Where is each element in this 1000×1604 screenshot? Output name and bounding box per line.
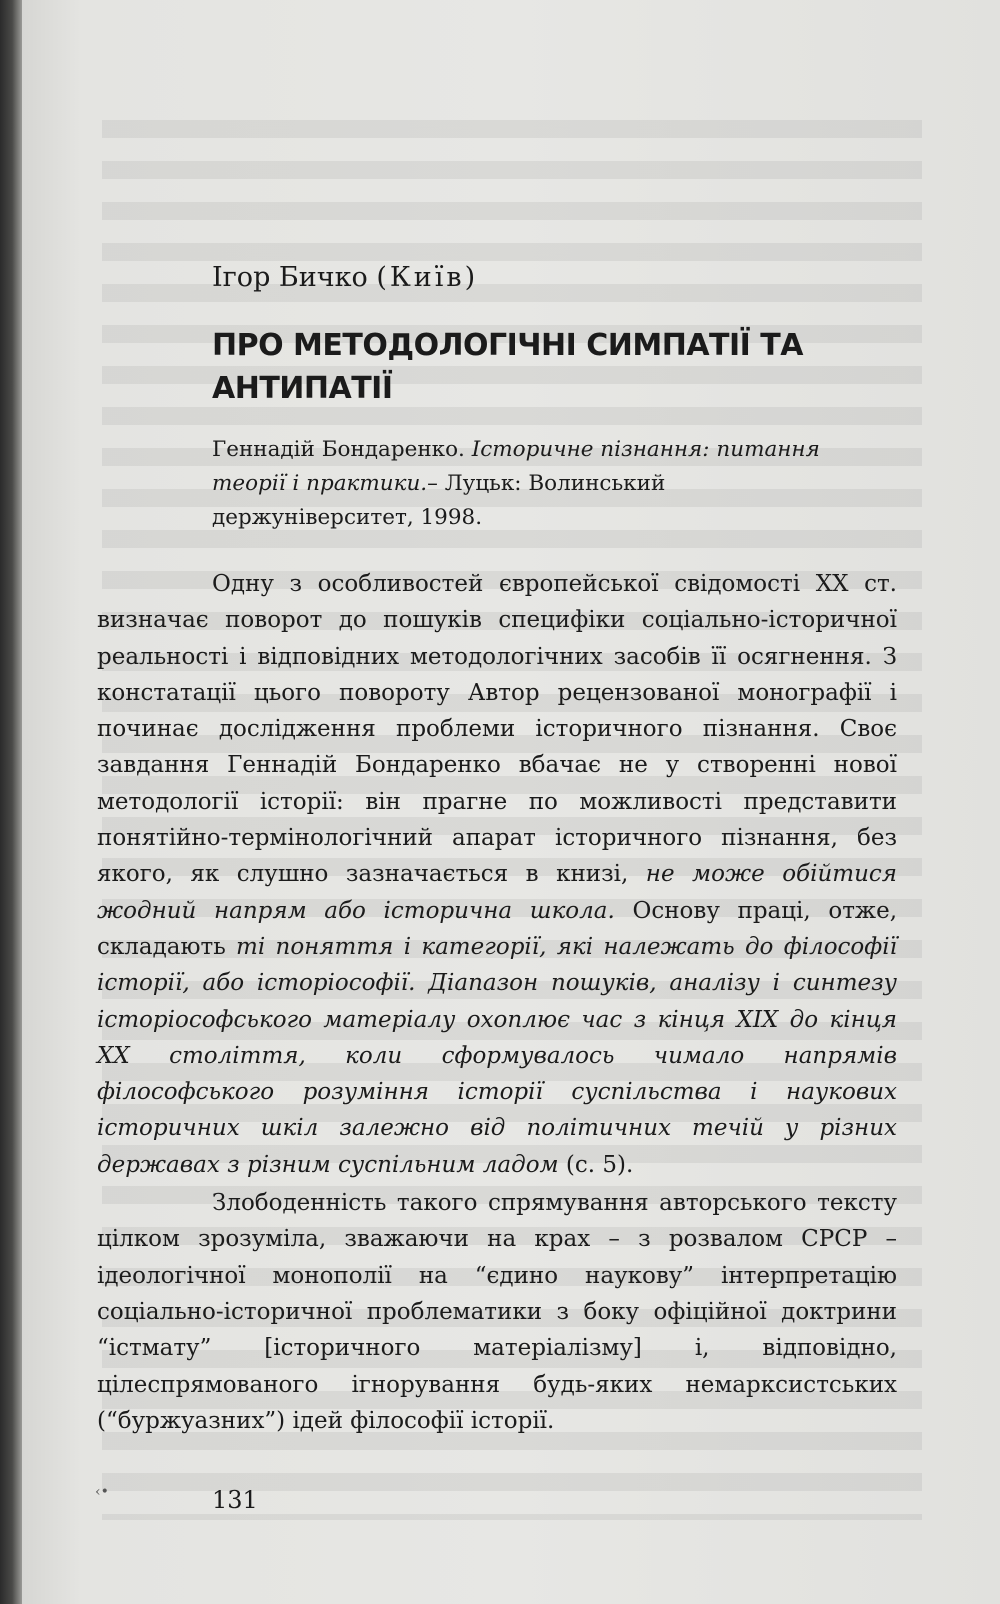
article-body: [97, 566, 897, 1439]
paragraph-1-part-1: Одну з особливостей європейської свідомості ХХ ст. визначає поворот до пошуків специфіки соціально-історичної реальності і відповідних методологічних засобів її осягнення. З констатації цього повороту Автор рецензованої монографії і починає дослідження проблеми історичного пізнання. Своє завдання Геннадій Бондаренко вбачає не у створенні нової методології історії: він прагне по можливості представити понятійно-термінологічний апарат історичного пізнання, без якого, як слушно зазначається в книзі,: [97, 571, 897, 888]
author-city: (Київ): [376, 262, 479, 293]
page-number: 131: [212, 1486, 258, 1514]
paragraph-1-part-3: (с. 5).: [558, 1151, 634, 1178]
paragraph-1-italic-1: не може обійтися жодний напрям або історична школа.: [97, 861, 897, 924]
reference-author: Геннадій Бондаренко.: [212, 437, 465, 462]
paragraph-2: Злободенність такого спрямування авторського тексту цілком зрозуміла, зважаючи на крах – з розвалом СРСР – ідеологічної монополії на “єдино наукову” інтерпретацію соціально-історичної проблематики з боку офіційної доктрини “істмату” [історичного матеріалізму] і, відповідно, цілеспрямованого ігнорування будь-яких немарксистських (“буржуазних”) ідей філософії історії.: [97, 1190, 897, 1434]
reference-publication: – Луцьк: Волинський держуніверситет, 1998.: [212, 471, 666, 530]
book-reference: [212, 433, 832, 535]
author-line: [212, 258, 478, 298]
article-title: ПРО МЕТОДОЛОГІЧНІ СИМПАТІЇ ТА АНТИПАТІЇ: [212, 328, 803, 406]
reference-book-title: Історичне пізнання: питання теорії і практики.: [212, 437, 820, 496]
margin-mark: ‹•: [95, 1484, 109, 1500]
book-spine-shadow: [0, 0, 22, 1604]
paragraph-1-italic-2: ті поняття і категорії, які належать до філософії історії, або історіософії. Діапазон пошуків, аналізу і синтезу історіософського матеріалу охоплює час з кінця ХІХ до кінця ХХ століття, коли сформувалось чимало напрямів філософського розуміння історії суспільства і наукових історичних шкіл залежно від політичних течій у різних державах з різним суспільним ладом: [97, 933, 897, 1178]
book-page: [22, 0, 1000, 1604]
paragraph-1-part-2: Основу праці, отже, складають: [97, 897, 898, 960]
paragraph-1: [97, 566, 897, 1183]
author-name: Ігор Бичко: [212, 262, 368, 293]
